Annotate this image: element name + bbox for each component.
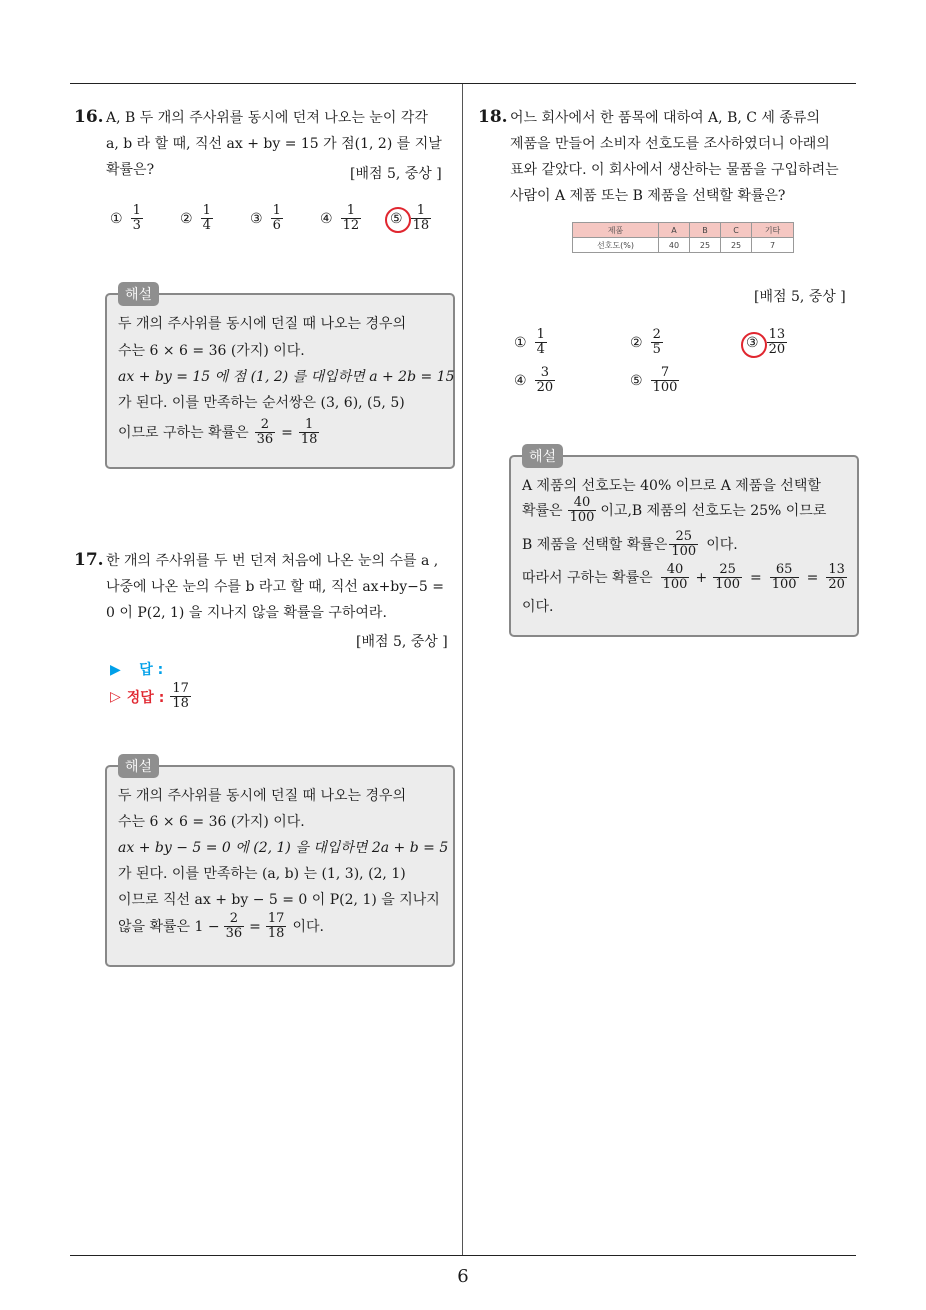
- q18-choice-1[interactable]: ① $\frac{1}{4}$: [514, 327, 545, 357]
- q18-choice-2[interactable]: ② $\frac{2}{5}$: [630, 327, 661, 357]
- q17-text-line-3: 0 이 P(2, 1) 을 지나지 않을 확률을 구하여라.: [106, 605, 387, 621]
- q16-choice-2[interactable]: ② $\frac{1}{4}$: [180, 203, 211, 233]
- q17-sol-line-4: 가 된다. 이를 만족하는 (a, b) 는 (1, 3), (2, 1): [118, 866, 406, 882]
- q18-text-line-4: 사람이 A 제품 또는 B 제품을 선택할 확률은?: [510, 188, 786, 204]
- q18-sol-line-3: B 제품을 선택할 확률은 $\frac{25}{100}$ 이다.: [522, 529, 738, 559]
- q16-sol-line-1: 두 개의 주사위를 동시에 던질 때 나오는 경우의: [118, 316, 407, 332]
- table-header-row: 제품 A B C 기타: [573, 223, 794, 238]
- preference-table: [572, 222, 794, 253]
- column-divider: [462, 84, 463, 1256]
- q16-sol-line-5: 이므로 구하는 확률은 $\frac{2}{36}$ = $\frac{1}{18}$: [118, 417, 318, 447]
- q17-sol-line-1: 두 개의 주사위를 동시에 던질 때 나오는 경우의: [118, 788, 407, 804]
- q18-text-line-3: 표와 같았다. 이 회사에서 생산하는 물품을 구입하려는: [510, 162, 839, 178]
- q18-choice-4[interactable]: ④ $\frac{3}{20}$: [514, 365, 554, 395]
- q18-choice-5[interactable]: ⑤ $\frac{7}{100}$: [630, 365, 678, 395]
- q18-sol-line-1: A 제품의 선호도는 40% 이므로 A 제품을 선택할: [522, 478, 821, 494]
- bottom-rule: [70, 1255, 856, 1256]
- q17-points: [배점 5, 중상 ]: [356, 634, 448, 650]
- question-16-number: 16.: [74, 107, 104, 127]
- q18-selected-circle: [741, 332, 767, 358]
- q17-sol-line-5: 이므로 직선 ax + by − 5 = 0 이 P(2, 1) 을 지나지: [118, 892, 440, 908]
- q17-correct-row: ▷ 정답 : $\frac{17}{18}$: [110, 681, 189, 711]
- q18-choice-3[interactable]: ③ $\frac{13}{20}$: [746, 327, 786, 357]
- q18-sol-line-5: 이다.: [522, 599, 554, 615]
- q16-sol-line-4: 가 된다. 이를 만족하는 순서쌍은 (3, 6), (5, 5): [118, 395, 405, 411]
- table-row: 선호도(%) 40 25 25 7: [573, 238, 794, 253]
- q16-choice-5[interactable]: ⑤ $\frac{1}{18}$: [390, 203, 430, 233]
- q17-text-line-1: 한 개의 주사위를 두 번 던져 처음에 나온 눈의 수를 a ,: [106, 553, 439, 569]
- top-rule: [70, 83, 856, 84]
- q16-text-line-3: 확률은?: [106, 162, 155, 178]
- q16-selected-circle: [385, 207, 411, 233]
- q16-choice-4[interactable]: ④ $\frac{1}{12}$: [320, 203, 360, 233]
- q18-text-line-2: 제품을 만들어 소비자 선호도를 조사하였더니 아래의: [510, 136, 830, 152]
- page-number: 6: [457, 1266, 469, 1287]
- play-outline-icon: ▷: [110, 688, 121, 705]
- question-17-number: 17.: [74, 550, 104, 570]
- q16-text-line-1: A, B 두 개의 주사위를 동시에 던져 나오는 눈이 각각: [106, 110, 428, 126]
- q16-choice-1[interactable]: ① $\frac{1}{3}$: [110, 203, 141, 233]
- q17-sol-line-6: 않을 확률은 1 − $\frac{2}{36}$ = $\frac{17}{18}$ 이다.: [118, 911, 324, 941]
- play-icon: ▶: [110, 662, 121, 678]
- q16-solution-tag: 해설: [118, 282, 159, 306]
- q18-text-line-1: 어느 회사에서 한 품목에 대하여 A, B, C 세 종류의: [510, 110, 820, 126]
- q18-sol-line-4: 따라서 구하는 확률은 $\frac{40}{100}$ + $\frac{25}{100}$ = $\frac{65}{100}$ = $\frac{13}{20}$: [522, 562, 845, 592]
- q16-points: [배점 5, 중상 ]: [350, 166, 442, 182]
- q16-choice-3[interactable]: ③ $\frac{1}{6}$: [250, 203, 281, 233]
- q17-sol-line-2: 수는 6 × 6 = 36 (가지) 이다.: [118, 814, 305, 830]
- q17-text-line-2: 나중에 나온 눈의 수를 b 라고 할 때, 직선 ax+by−5 =: [106, 579, 444, 595]
- question-18-number: 18.: [478, 107, 508, 127]
- q17-sol-line-3: ax + by − 5 = 0 에 (2, 1) 을 대입하면 2a + b = 5: [118, 840, 449, 856]
- q17-answer-row: ▶ 답 :: [110, 662, 164, 678]
- q16-sol-line-3: ax + by = 15 에 점 (1, 2) 를 대입하면 a + 2b = 15: [118, 369, 455, 385]
- q18-points: [배점 5, 중상 ]: [754, 289, 846, 305]
- q16-text-line-2: a, b 라 할 때, 직선 ax + by = 15 가 점(1, 2) 를 지날: [106, 136, 442, 152]
- q18-sol-line-2: 확률은 $\frac{40}{100}$ 이고,B 제품의 선호도는 25% 이므로: [522, 495, 827, 525]
- q16-sol-line-2: 수는 6 × 6 = 36 (가지) 이다.: [118, 343, 305, 359]
- q17-solution-tag: 해설: [118, 754, 159, 778]
- q18-solution-tag: 해설: [522, 444, 563, 468]
